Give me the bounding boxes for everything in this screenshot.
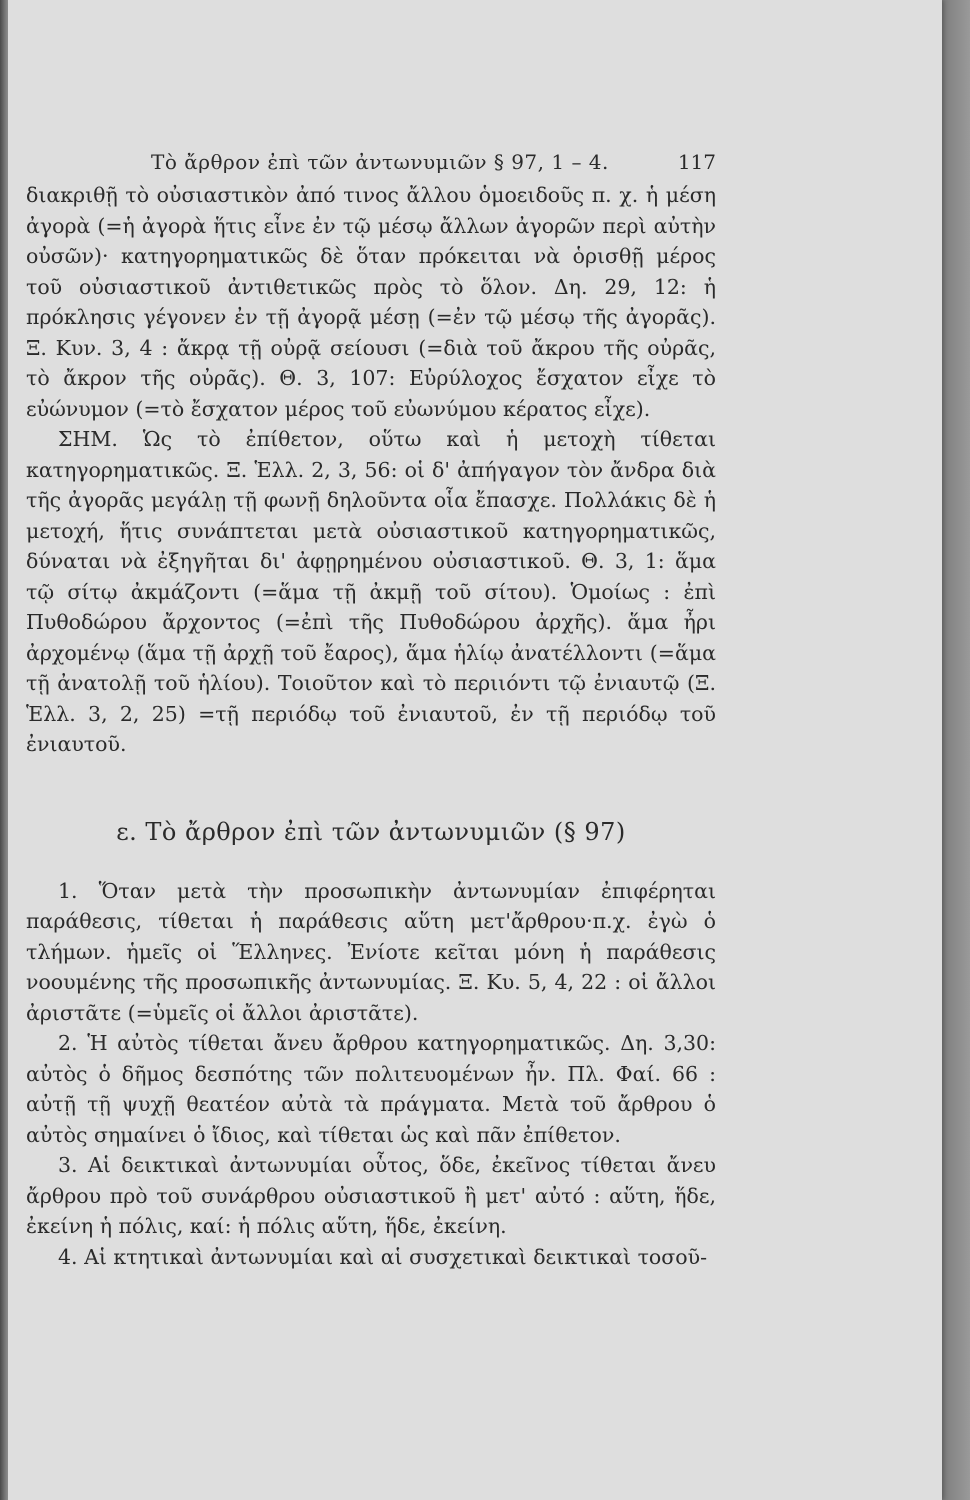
- paragraph-rule-4: 4. Αἱ κτητικαὶ ἀντωνυμίαι καὶ αἱ συσχετικαὶ δεικτικαὶ τοσοῦ-: [58, 1244, 708, 1269]
- page-edge-shadow: [942, 0, 970, 1500]
- page-number: 117: [677, 150, 716, 174]
- running-head-title: Τὸ ἄρθρον ἐπὶ τῶν ἀντωνυμιῶν § 97, 1 – 4.: [151, 150, 609, 174]
- book-page: [8, 0, 942, 1500]
- paragraph-rule-2: 2. Ἡ αὐτὸς τίθεται ἄνευ ἄρθρου κατηγορηματικῶς. Δη. 3,30: αὐτὸς ὁ δῆμος δεσπότης τῶν πολιτευομένων ἦν. Πλ. Φαί. 66 : αὐτῇ τῇ ψυχῇ θεατέον αὐτὰ τὰ πράγματα. Μετὰ τοῦ ἄρθρου ὁ αὐτὸς σημαίνει ὁ ἴδιος, καὶ τίθεται ὡς καὶ πᾶν ἐπίθετον.: [26, 1031, 716, 1147]
- paragraph-note: ΣΗΜ. Ὡς τὸ ἐπίθετον, οὕτω καὶ ἡ μετοχὴ τίθεται κατηγορηματικῶς. Ξ. Ἑλλ. 2, 3, 56: οἱ δ' ἀπήγαγον τὸν ἄνδρα διὰ τῆς ἀγορᾶς μεγάλῃ τῇ φωνῇ δηλοῦντα οἷα ἔπασχε. Πολλάκις δὲ ἡ μετοχή, ἥτις συνάπτεται μετὰ οὐσιαστικοῦ κατηγορηματικῶς, δύναται νὰ ἐξηγῆται δι' ἀφῃρημένου οὐσιαστικοῦ. Θ. 3, 1: ἅμα τῷ σίτῳ ἀκμάζοντι (=ἅμα τῇ ἀκμῇ τοῦ σίτου). Ὁμοίως : ἐπὶ Πυθοδώρου ἄρχοντος (=ἐπὶ τῆς Πυθοδώρου ἀρχῆς). ἅμα ἦρι ἀρχομένῳ (ἅμα τῇ ἀρχῇ τοῦ ἔαρος), ἅμα ἡλίῳ ἀνατέλλοντι (=ἅμα τῇ ἀνατολῇ τοῦ ἡλίου). Τοιοῦτον καὶ τὸ περιιόντι τῷ ἐνιαυτῷ (Ξ. Ἑλλ. 3, 2, 25) =τῇ περιόδῳ τοῦ ἐνιαυτοῦ, ἐν τῇ περιόδῳ τοῦ ἐνιαυτοῦ.: [26, 427, 716, 756]
- section-heading: ε. Τὸ ἄρθρον ἐπὶ τῶν ἀντωνυμιῶν (§ 97): [116, 817, 626, 846]
- page-content: [26, 150, 716, 1272]
- paragraph-rule-3: 3. Αἱ δεικτικαὶ ἀντωνυμίαι οὗτος, ὅδε, ἐκεῖνος τίθεται ἄνευ ἄρθρου πρὸ τοῦ συνάρθρου οὐσιαστικοῦ ἢ μετ' αὐτό : αὕτη, ἥδε, ἐκείνη ἡ πόλις, καί: ἡ πόλις αὕτη, ἥδε, ἐκείνη.: [26, 1153, 716, 1238]
- running-head: [26, 150, 716, 180]
- paragraph-continuation: διακριθῇ τὸ οὐσιαστικὸν ἀπό τινος ἄλλου ὁμοειδοῦς π. χ. ἡ μέση ἀγορὰ (=ἡ ἀγορὰ ἥτις εἶνε ἐν τῷ μέσῳ ἄλλων ἀγορῶν περὶ αὐτὴν οὐσῶν)· κατηγορηματικῶς δὲ ὅταν πρόκειται νὰ ὁρισθῇ μέρος τοῦ οὐσιαστικοῦ ἀντιθετικῶς πρὸς τὸ ὅλον. Δη. 29, 12: ἡ πρόκλησις γέγονεν ἐν τῇ ἀγορᾷ μέσῃ (=ἐν τῷ μέσῳ τῆς ἀγορᾶς). Ξ. Κυν. 3, 4 : ἄκρᾳ τῇ οὐρᾷ σείουσι (=διὰ τοῦ ἄκρου τῆς οὐρᾶς, τὸ ἄκρον τῆς οὐρᾶς). Θ. 3, 107: Εὐρύλοχος ἔσχατον εἶχε τὸ εὐώνυμον (=τὸ ἔσχατον μέρος τοῦ εὐωνύμου κέρατος εἶχε).: [26, 183, 716, 421]
- paragraph-rule-1: 1. Ὅταν μετὰ τὴν προσωπικὴν ἀντωνυμίαν ἐπιφέρηται παράθεσις, τίθεται ἡ παράθεσις αὕτη μετ'ἄρθρου·π.χ. ἐγὼ ὁ τλήμων. ἡμεῖς οἱ Ἕλληνες. Ἐνίοτε κεῖται μόνη ἡ παράθεσις νοουμένης τῆς προσωπικῆς ἀντωνυμίας. Ξ. Κυ. 5, 4, 22 : οἱ ἄλλοι ἀριστᾶτε (=ὑμεῖς οἱ ἄλλοι ἀριστᾶτε).: [26, 878, 716, 1025]
